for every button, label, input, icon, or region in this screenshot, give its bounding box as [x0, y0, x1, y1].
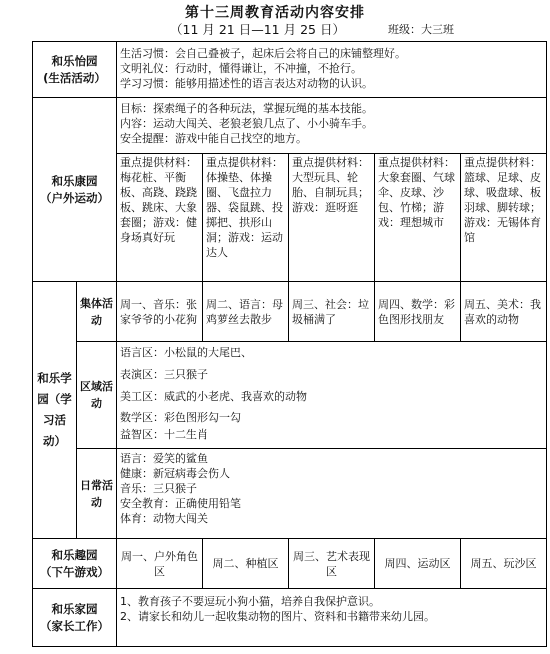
outdoor-material-cell: 重点提供材料：篮球、足球、皮球、吸盘球、板羽球、脚转球；游戏：无锡体育馆	[461, 154, 547, 282]
page-title: 第十三周教育活动内容安排	[185, 5, 365, 21]
daily-line: 健康：新冠病毒会伤人	[120, 467, 231, 480]
area-activity-label: 区域活动	[77, 342, 117, 449]
life-content	[117, 42, 547, 98]
outdoor-line: 目标：探索绳子的各种玩法，掌握玩绳的基本技能。	[120, 102, 374, 115]
daily-line: 语言：爱笑的鲨鱼	[120, 452, 209, 465]
life-line: 学习习惯：能够用描述性的语言表达对动物的认识。	[120, 77, 374, 90]
area-line: 表演区：三只猴子	[120, 368, 209, 381]
date-range: （11 月 21 日—11 月 25 日）	[170, 22, 345, 37]
daily-activity-label: 日常活动	[77, 449, 117, 539]
life-line: 生活习惯：会自己叠被子，起床后会将自己的床铺整理好。	[120, 47, 407, 60]
group-day-cell: 周二、语言：母鸡萝丝去散步	[203, 282, 289, 342]
life-line: 文明礼仪：行动时，懂得谦让，不冲撞，不抢行。	[120, 62, 363, 75]
family-section-label: 和乐家园 （家长工作）	[33, 589, 117, 647]
family-row	[33, 589, 547, 647]
group-day-cell: 周四、数学：彩色图形找朋友	[375, 282, 461, 342]
family-line: 2、请家长和幼儿一起收集动物的图片、资料和书籍带来幼儿园。	[120, 610, 436, 623]
class-label: 班级：大三班	[388, 23, 454, 36]
daily-line: 安全教育：正确使用铅笔	[120, 497, 242, 510]
area-line: 语言区：小松鼠的大尾巴、	[120, 346, 253, 359]
group-day-cell: 周三、社会：垃圾桶满了	[289, 282, 375, 342]
outdoor-goal-row	[33, 98, 547, 154]
group-activity-row	[33, 282, 547, 342]
outdoor-material-cell: 重点提供材料：体操垫、体操圈、飞盘拉力器、袋鼠跳、投掷把、拱形山洞；游戏：运动达人	[203, 154, 289, 282]
afternoon-day-cell: 周二、种植区	[203, 539, 289, 589]
area-line: 益智区：十二生肖	[120, 428, 209, 441]
life-section-label: 和乐怡园 (生活活动）	[33, 42, 117, 98]
group-day-cell: 周五、美术：我喜欢的动物	[461, 282, 547, 342]
life-row	[33, 42, 547, 98]
family-line: 1、教育孩子不要逗玩小狗小猫，培养自我保护意识。	[120, 595, 381, 608]
daily-activity-row	[33, 449, 547, 539]
daily-line: 音乐：三只猴子	[120, 482, 198, 495]
outdoor-section-label: 和乐康园 （户外运动）	[33, 98, 117, 282]
afternoon-day-cell: 周一、户外角色区	[117, 539, 203, 589]
area-line: 美工区：威武的小老虎、我喜欢的动物	[120, 390, 308, 403]
group-activity-label: 集体活动	[77, 282, 117, 342]
schedule-table	[32, 41, 547, 647]
afternoon-day-cell: 周五、玩沙区	[461, 539, 547, 589]
header	[0, 0, 550, 40]
afternoon-day-cell: 周四、运动区	[375, 539, 461, 589]
outdoor-material-cell: 重点提供材料：大型玩具、轮胎、自制玩具；游戏：逛呀逛	[289, 154, 375, 282]
outdoor-line: 安全提醒：游戏中能自己找空的地方。	[120, 132, 308, 145]
area-activity-content	[117, 342, 547, 449]
daily-activity-content	[117, 449, 547, 539]
afternoon-section-label: 和乐趣园 （下午游戏）	[33, 539, 117, 589]
outdoor-material-cell: 重点提供材料：大象套圈、气球伞、皮球、沙包、竹梯；游戏：理想城市	[375, 154, 461, 282]
area-activity-row	[33, 342, 547, 449]
family-content	[117, 589, 547, 647]
daily-line: 体育：动物大闯关	[120, 512, 209, 525]
afternoon-row	[33, 539, 547, 589]
outdoor-goals	[117, 98, 547, 154]
outdoor-line: 内容：运动大闯关、老狼老狼几点了、小小骑车手。	[120, 117, 374, 130]
outdoor-material-cell: 重点提供材料：梅花桩、平衡板、高跷、跷跷板、跳床、大象套圈；游戏：健身场真好玩	[117, 154, 203, 282]
afternoon-day-cell: 周三、艺术表现区	[289, 539, 375, 589]
learning-section-label: 和乐学园（学习活动）	[33, 282, 77, 539]
group-day-cell: 周一、音乐：张家爷爷的小花狗	[117, 282, 203, 342]
area-line: 数学区：彩色图形勾一勾	[120, 411, 242, 424]
